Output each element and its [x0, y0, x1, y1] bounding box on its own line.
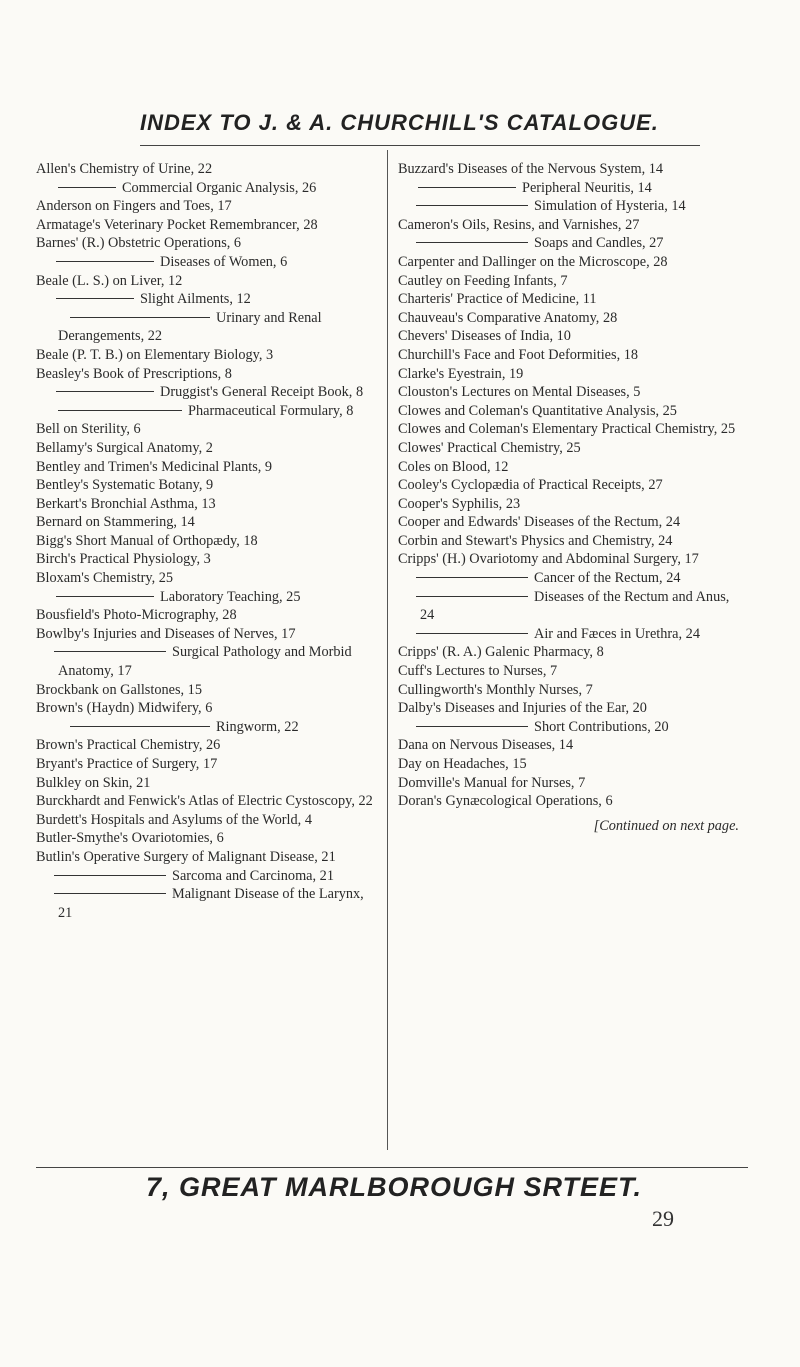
index-entry-text: Bowlby's Injuries and Diseases of Nerves, 17	[36, 625, 296, 642]
index-entry-text: Urinary and Renal Derangements, 22	[58, 309, 322, 345]
index-entry	[36, 643, 381, 680]
index-entry	[398, 439, 743, 458]
index-entry-text: Domville's Manual for Nurses, 7	[398, 774, 586, 791]
index-entry-text: Cautley on Feeding Infants, 7	[398, 272, 568, 289]
index-entry	[36, 383, 381, 402]
index-entry-text: Cullingworth's Monthly Nurses, 7	[398, 681, 593, 698]
index-entry-text: Chevers' Diseases of India, 10	[398, 328, 571, 345]
index-entry-text: Bigg's Short Manual of Orthopædy, 18	[36, 532, 258, 549]
index-entry-text: Ringworm, 22	[216, 718, 299, 735]
index-entry	[398, 755, 743, 774]
index-entry	[36, 346, 381, 365]
index-entry	[398, 476, 743, 495]
ditto-dash	[54, 875, 166, 876]
index-entry	[398, 383, 743, 402]
ditto-dash	[70, 726, 210, 727]
index-entry-text: Bentley's Systematic Botany, 9	[36, 477, 214, 494]
index-entry-text: Bell on Sterility, 6	[36, 421, 141, 438]
index-entry-text: Commercial Organic Analysis, 26	[122, 179, 317, 196]
index-entry	[36, 476, 381, 495]
index-entry	[398, 662, 743, 681]
index-entry	[36, 867, 381, 886]
index-entry	[398, 643, 743, 662]
index-entry	[36, 365, 381, 384]
index-entry	[36, 736, 381, 755]
index-entry-text: Barnes' (R.) Obstetric Operations, 6	[36, 235, 242, 252]
index-entry	[398, 365, 743, 384]
index-entry-text: Chauveau's Comparative Anatomy, 28	[398, 309, 618, 326]
index-entry-text: Clowes' Practical Chemistry, 25	[398, 439, 581, 456]
index-entry	[36, 439, 381, 458]
index-entry	[36, 681, 381, 700]
index-entry	[36, 625, 381, 644]
index-entry-text: Simulation of Hysteria, 14	[534, 198, 686, 215]
ditto-dash	[56, 391, 154, 392]
index-entry-text: Soaps and Candles, 27	[534, 235, 664, 252]
index-entry-text: Beasley's Book of Prescriptions, 8	[36, 365, 232, 382]
column-divider	[387, 150, 388, 1150]
page-number: 29	[652, 1206, 674, 1231]
index-entry	[36, 532, 381, 551]
index-entry-text: Cuff's Lectures to Nurses, 7	[398, 663, 558, 680]
index-entry	[398, 402, 743, 421]
index-entry	[36, 606, 381, 625]
ditto-dash	[58, 187, 116, 188]
ditto-dash	[416, 633, 528, 634]
index-entry	[36, 755, 381, 774]
index-entry	[36, 272, 381, 291]
index-entry-text: Brown's Practical Chemistry, 26	[36, 737, 221, 754]
index-entry-text: Surgical Pathology and Morbid Anatomy, 17	[58, 644, 352, 680]
index-entry-text: Bousfield's Photo-Micrography, 28	[36, 607, 237, 624]
index-entry	[398, 179, 743, 198]
index-entry-text: Cripps' (H.) Ovariotomy and Abdominal Surgery, 17	[398, 551, 699, 568]
footer-rule	[36, 1167, 748, 1168]
index-entry-text: Burckhardt and Fenwick's Atlas of Electric Cystoscopy, 22	[36, 793, 373, 810]
index-entry-text: Burdett's Hospitals and Asylums of the World, 4	[36, 811, 312, 828]
index-entry	[398, 736, 743, 755]
index-entry	[398, 718, 743, 737]
ditto-dash	[56, 596, 154, 597]
index-entry-text: Day on Headaches, 15	[398, 756, 527, 772]
index-entry-text: Cancer of the Rectum, 24	[534, 570, 681, 587]
index-entry	[36, 290, 381, 309]
index-entry	[36, 718, 381, 737]
index-entry	[398, 253, 743, 272]
index-entry-text: Bloxam's Chemistry, 25	[36, 570, 174, 587]
index-entry-text: Cooper's Syphilis, 23	[398, 495, 521, 512]
index-entry-text: Slight Ailments, 12	[140, 291, 251, 308]
index-entry-text: Doran's Gynæcological Operations, 6	[398, 793, 613, 810]
ditto-dash	[56, 261, 154, 262]
index-entry	[36, 588, 381, 607]
index-entry	[398, 681, 743, 700]
index-entry-text: Berkart's Bronchial Asthma, 13	[36, 495, 216, 512]
index-entry	[398, 309, 743, 328]
index-entry-text: Dalby's Diseases and Injuries of the Ear, 20	[398, 700, 647, 717]
index-column-left	[36, 160, 381, 922]
index-entry	[398, 216, 743, 235]
publisher-address: 7, GREAT MARLBOROUGH SRTEET.	[146, 1172, 643, 1202]
index-entry-text: Beale (P. T. B.) on Elementary Biology, 3	[36, 346, 274, 363]
ditto-dash	[54, 893, 166, 894]
ditto-dash	[418, 187, 516, 188]
index-entry-text: Carpenter and Dallinger on the Microscope, 28	[398, 253, 668, 270]
index-entry	[398, 550, 743, 569]
index-entry-text: Cameron's Oils, Resins, and Varnishes, 27	[398, 216, 640, 233]
index-entry-text: Bryant's Practice of Surgery, 17	[36, 756, 218, 772]
index-entry	[398, 774, 743, 793]
index-entry	[398, 588, 743, 625]
index-entry	[398, 197, 743, 216]
index-entry-text: Cooper and Edwards' Diseases of the Rectum, 24	[398, 514, 681, 531]
index-entry	[36, 216, 381, 235]
index-entry	[36, 550, 381, 569]
index-entry	[36, 513, 381, 532]
continued-note: [Continued on next page.	[593, 817, 739, 834]
index-entry-text: Air and Fæces in Urethra, 24	[534, 625, 700, 642]
index-entry-text: Anderson on Fingers and Toes, 17	[36, 198, 232, 215]
index-entry	[36, 811, 381, 830]
index-entry	[398, 495, 743, 514]
index-entry-text: Brockbank on Gallstones, 15	[36, 681, 202, 698]
index-entry	[398, 699, 743, 718]
ditto-dash	[416, 726, 528, 727]
header-rule	[140, 145, 700, 146]
index-entry	[398, 346, 743, 365]
ditto-dash	[416, 205, 528, 206]
index-entry-text: Laboratory Teaching, 25	[160, 588, 301, 605]
index-entry	[398, 569, 743, 588]
ditto-dash	[416, 577, 528, 578]
ditto-dash	[56, 298, 134, 299]
index-column-right	[398, 160, 743, 835]
index-entry-text: Butlin's Operative Surgery of Malignant Disease, 21	[36, 848, 336, 865]
index-entry-text: Cooley's Cyclopædia of Practical Receipts, 27	[398, 477, 663, 494]
index-entry	[36, 458, 381, 477]
catalogue-header: INDEX TO J. & A. CHURCHILL'S CATALOGUE.	[140, 110, 659, 135]
index-entry	[398, 420, 743, 439]
index-entry	[398, 513, 743, 532]
index-entry	[36, 495, 381, 514]
index-entry-text: Clarke's Eyestrain, 19	[398, 365, 524, 382]
index-entry-text: Sarcoma and Carcinoma, 21	[172, 867, 334, 884]
index-entry	[36, 885, 381, 922]
index-entry	[36, 253, 381, 272]
index-entry-text: Cripps' (R. A.) Galenic Pharmacy, 8	[398, 644, 604, 661]
index-entry-text: Allen's Chemistry of Urine, 22	[36, 161, 213, 177]
ditto-dash	[416, 242, 528, 243]
index-entry-text: Bentley and Trimen's Medicinal Plants, 9	[36, 458, 273, 475]
index-entry-text: Bernard on Stammering, 14	[36, 514, 195, 531]
index-entry	[398, 290, 743, 309]
index-entry	[36, 197, 381, 216]
index-entry	[36, 234, 381, 253]
index-entry	[36, 420, 381, 439]
ditto-dash	[58, 410, 182, 411]
index-entry-text: Diseases of the Rectum and Anus, 24	[420, 588, 730, 624]
index-entry-text: Butler-Smythe's Ovariotomies, 6	[36, 830, 224, 847]
index-entry-text: Clowes and Coleman's Quantitative Analysis, 25	[398, 402, 677, 419]
index-entry-text: Bellamy's Surgical Anatomy, 2	[36, 439, 213, 456]
index-entry-text: Short Contributions, 20	[534, 718, 669, 735]
index-entry-text: Birch's Practical Physiology, 3	[36, 551, 211, 568]
index-entry	[398, 327, 743, 346]
index-entry-text: Dana on Nervous Diseases, 14	[398, 737, 574, 754]
index-entry	[36, 160, 381, 179]
index-entry-text: Coles on Blood, 12	[398, 458, 509, 475]
index-entry	[36, 774, 381, 793]
index-entry-text: Diseases of Women, 6	[160, 253, 288, 270]
index-entry	[398, 160, 743, 179]
index-entry-text: Pharmaceutical Formulary, 8	[188, 402, 354, 419]
ditto-dash	[70, 317, 210, 318]
index-entry-text: Charteris' Practice of Medicine, 11	[398, 291, 597, 308]
index-entry	[36, 699, 381, 718]
index-entry	[398, 792, 743, 811]
index-entry-text: Clouston's Lectures on Mental Diseases, 5	[398, 384, 641, 401]
ditto-dash	[416, 596, 528, 597]
index-entry-text: Brown's (Haydn) Midwifery, 6	[36, 700, 213, 717]
index-entry	[36, 309, 381, 346]
index-entry-text: Corbin and Stewart's Physics and Chemistry, 24	[398, 532, 673, 549]
ditto-dash	[54, 651, 166, 652]
index-entry-text: Beale (L. S.) on Liver, 12	[36, 272, 183, 289]
index-entry	[398, 272, 743, 291]
index-entry	[36, 792, 381, 811]
index-entry-text: Clowes and Coleman's Elementary Practical Chemistry, 25	[398, 421, 736, 438]
index-entry-text: Bulkley on Skin, 21	[36, 774, 151, 791]
index-entry	[36, 569, 381, 588]
index-entry-text: Armatage's Veterinary Pocket Remembrancer, 28	[36, 216, 318, 233]
index-entry	[398, 532, 743, 551]
index-entry	[398, 234, 743, 253]
index-entry-text: Churchill's Face and Foot Deformities, 18	[398, 346, 639, 363]
index-entry	[36, 402, 381, 421]
index-entry-text: Peripheral Neuritis, 14	[522, 179, 652, 196]
index-entry	[36, 179, 381, 198]
index-entry	[36, 848, 381, 867]
index-entry	[36, 829, 381, 848]
index-entry	[398, 625, 743, 644]
index-entry-text: Buzzard's Diseases of the Nervous System, 14	[398, 161, 664, 177]
index-entry	[398, 458, 743, 477]
index-entry-text: Malignant Disease of the Larynx, 21	[58, 886, 364, 921]
index-entry-text: Druggist's General Receipt Book, 8	[160, 384, 364, 401]
